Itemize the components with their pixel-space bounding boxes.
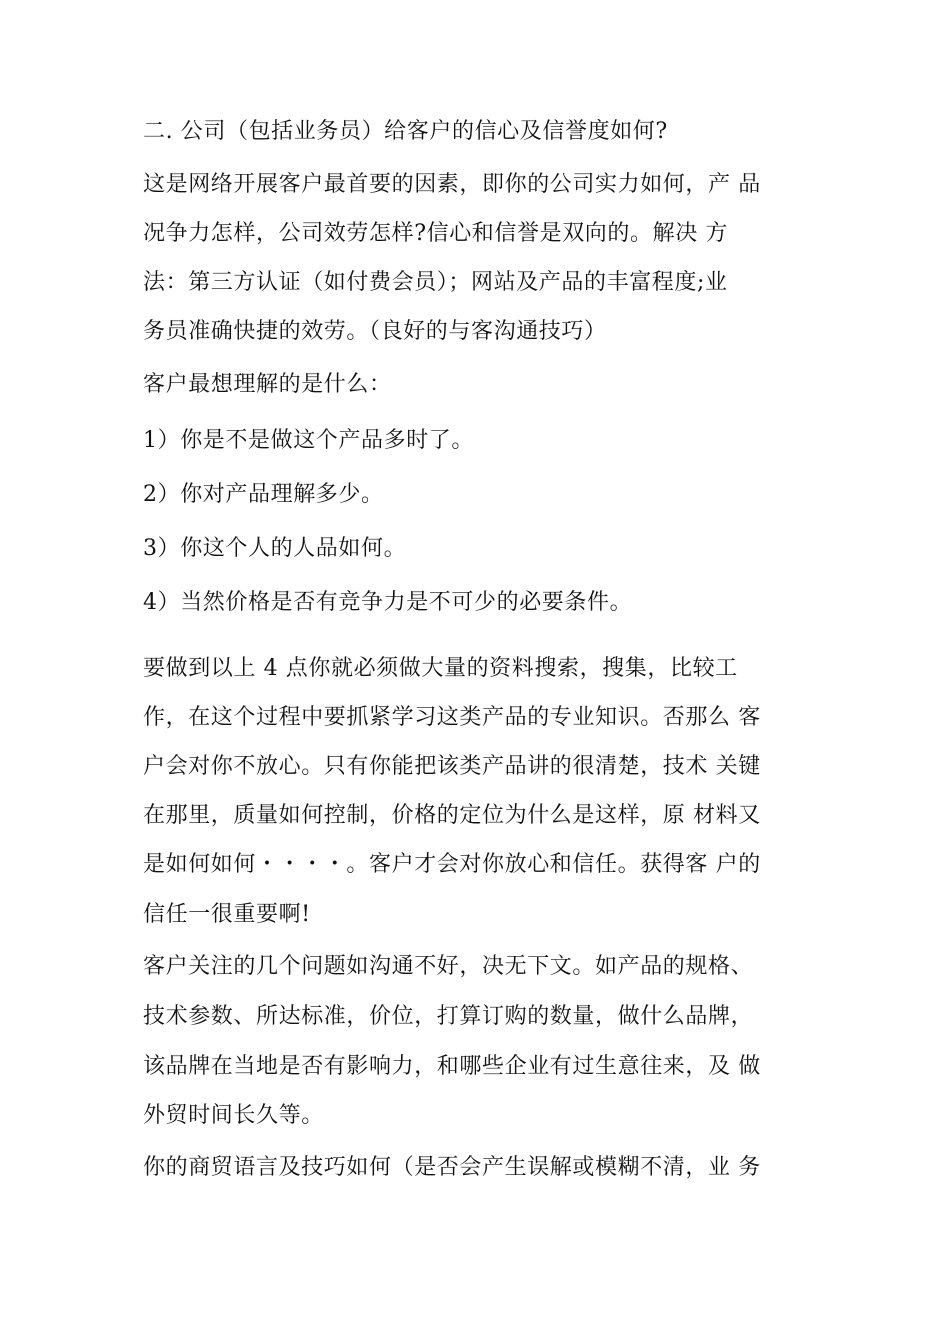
paragraph-line: 外贸时间长久等。 xyxy=(143,1103,324,1128)
paragraph-line: 在那里，质量如何控制，价格的定位为什么是这样，原 材料又 xyxy=(143,803,761,828)
paragraph-line: 作，在这个过程中要抓紧学习这类产品的专业知识。否那么 客 xyxy=(143,705,761,730)
section-heading: 二. 公司（包括业务员）给客户的信心及信誉度如何? xyxy=(143,119,668,144)
paragraph-line: 该品牌在当地是否有影响力，和哪些企业有过生意往来，及 做 xyxy=(143,1054,761,1079)
paragraph-line: 信任一很重要啊! xyxy=(143,902,311,927)
paragraph-line: 这是网络开展客户最首要的因素，即你的公司实力如何，产 品 xyxy=(143,172,761,197)
list-item: 2）你对产品理解多少。 xyxy=(143,482,384,507)
paragraph-line: 户会对你不放心。只有你能把该类产品讲的很清楚，技术 关键 xyxy=(143,754,761,779)
list-item: 4）当然价格是否有竞争力是不可少的必要条件。 xyxy=(143,590,633,615)
list-item: 3）你这个人的人品如何。 xyxy=(143,536,407,561)
paragraph-line: 客户最想理解的是什么： xyxy=(143,372,392,397)
paragraph-line: 况争力怎样，公司效劳怎样?信心和信誉是双向的。解决 方 xyxy=(143,221,728,246)
paragraph-line: 你的商贸语言及技巧如何（是否会产生误解或模糊不清，业 务 xyxy=(143,1155,761,1180)
paragraph-line: 务员准确快捷的效劳。（良好的与客沟通技巧） xyxy=(143,319,607,344)
paragraph-line: 要做到以上 4 点你就必须做大量的资料搜索，搜集，比较工 xyxy=(143,656,738,681)
paragraph-line: 是如何如何・・・・。客户才会对你放心和信任。获得客 户的 xyxy=(143,852,761,877)
list-item: 1）你是不是做这个产品多时了。 xyxy=(143,428,474,453)
paragraph-line: 技术参数、所达标准，价位，打算订购的数量，做什么品牌， xyxy=(143,1004,754,1029)
paragraph-line: 客户关注的几个问题如沟通不好，决无下文。如产品的规格、 xyxy=(143,954,754,979)
paragraph-line: 法：第三方认证（如付费会员）；网站及产品的丰富程度;业 xyxy=(143,270,728,295)
